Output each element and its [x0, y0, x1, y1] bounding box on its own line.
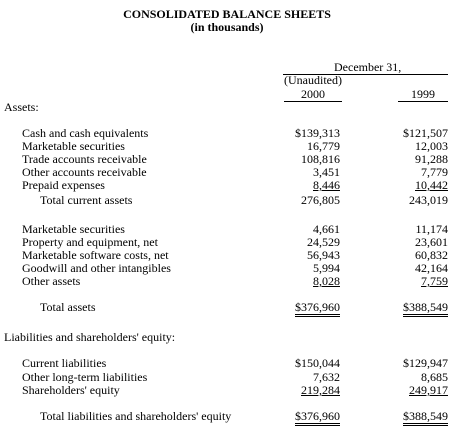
- value-2000: 16,779: [307, 139, 340, 153]
- value-2000: 24,529: [307, 235, 340, 249]
- value-2000: 56,943: [307, 248, 340, 262]
- value-1999-text: $388,549: [403, 300, 448, 317]
- unaudited-note: (Unaudited): [284, 73, 342, 87]
- assets-heading: Assets:: [4, 100, 39, 114]
- row-label: Other long-term liabilities: [22, 370, 148, 384]
- column-rule-2000: [284, 101, 342, 102]
- value-2000: 276,805: [301, 193, 340, 207]
- value-1999-text: 10,442: [415, 178, 448, 192]
- value-1999: 243,019: [409, 193, 448, 207]
- value-1999: $121,507: [403, 126, 448, 140]
- value-2000-text: $376,960: [295, 409, 340, 426]
- liabilities-heading: Liabilities and shareholders' equity:: [4, 330, 176, 344]
- value-1999: 7,779: [421, 165, 448, 179]
- value-2000: [262, 384, 340, 396]
- row-label: Other accounts receivable: [22, 165, 147, 179]
- column-rule-1999: [398, 101, 448, 102]
- statement-title: CONSOLIDATED BALANCE SHEETS: [123, 7, 331, 21]
- row-label: Goodwill and other intangibles: [22, 261, 171, 275]
- row-label: Trade accounts receivable: [22, 152, 147, 166]
- value-2000-text: 8,446: [313, 178, 340, 192]
- value-2000: 3,451: [313, 165, 340, 179]
- value-2000-text: 8,028: [313, 274, 340, 288]
- value-2000: [262, 410, 340, 422]
- value-2000: 7,632: [313, 370, 340, 384]
- row-label: Total current assets: [40, 193, 133, 207]
- value-2000: $139,313: [295, 126, 340, 140]
- row-label: Marketable software costs, net: [22, 248, 169, 262]
- column-header-2000: 2000: [301, 87, 325, 101]
- value-2000: 5,994: [313, 261, 340, 275]
- row-label: Marketable securities: [22, 222, 125, 236]
- value-1999-text: $388,549: [403, 409, 448, 426]
- row-label: Current liabilities: [22, 356, 107, 370]
- row-label: Total assets: [40, 300, 96, 314]
- value-1999: 60,832: [415, 248, 448, 262]
- row-label: Shareholders' equity: [22, 383, 120, 397]
- value-1999: [374, 179, 448, 191]
- value-1999: [374, 301, 448, 313]
- value-2000: 108,816: [301, 152, 340, 166]
- value-2000: [262, 275, 340, 287]
- period-label: December 31,: [334, 60, 402, 74]
- statement-subtitle: (in thousands): [190, 20, 264, 34]
- value-2000-text: 219,284: [301, 383, 340, 397]
- value-1999: $129,947: [403, 356, 448, 370]
- row-label: Cash and cash equivalents: [22, 126, 149, 140]
- value-2000: [262, 301, 340, 313]
- value-1999: 23,601: [415, 235, 448, 249]
- column-header-1999: 1999: [411, 87, 435, 101]
- row-label: Other assets: [22, 274, 81, 288]
- value-2000-text: $376,960: [295, 300, 340, 317]
- value-1999: 8,685: [421, 370, 448, 384]
- row-label: Total liabilities and shareholders' equity: [40, 409, 232, 423]
- row-label: Prepaid expenses: [22, 178, 105, 192]
- row-label: Marketable securities: [22, 139, 125, 153]
- value-1999-text: 7,759: [421, 274, 448, 288]
- value-1999: [374, 275, 448, 287]
- value-1999: 11,174: [415, 222, 448, 236]
- value-1999: [374, 384, 448, 396]
- value-2000: 4,661: [313, 222, 340, 236]
- row-label: Property and equipment, net: [22, 235, 158, 249]
- value-1999: 42,164: [415, 261, 448, 275]
- value-1999-text: 249,917: [409, 383, 448, 397]
- value-2000: $150,044: [295, 356, 340, 370]
- value-1999: [374, 410, 448, 422]
- value-1999: 12,003: [415, 139, 448, 153]
- value-2000: [262, 179, 340, 191]
- value-1999: 91,288: [415, 152, 448, 166]
